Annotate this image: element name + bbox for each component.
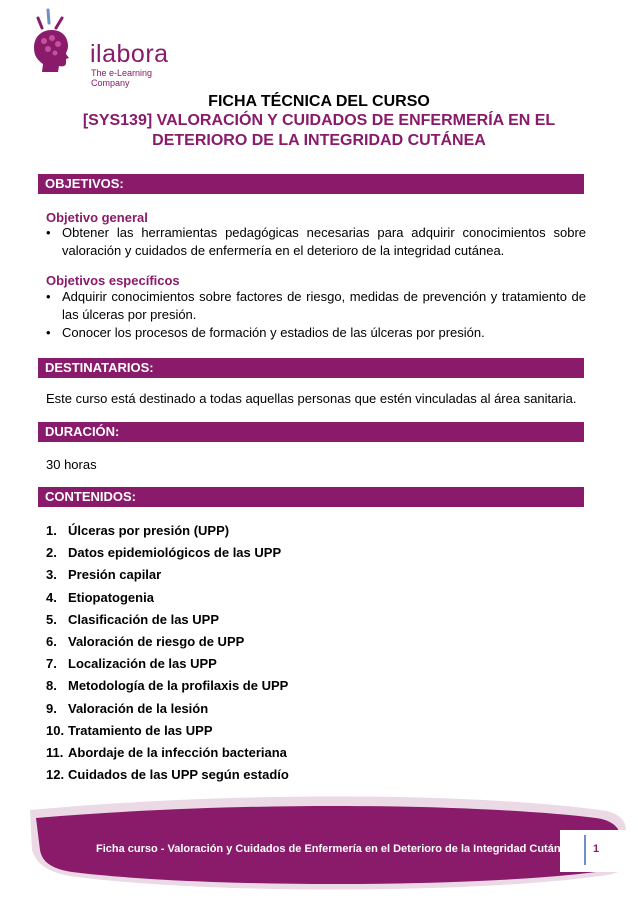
- course-title-line1: [SYS139] VALORACIÓN Y CUIDADOS DE ENFERMERÍA EN EL: [82, 112, 556, 129]
- document-title: [30, 92, 608, 151]
- section-header-objetivos: OBJETIVOS:: [38, 174, 584, 194]
- item-text: Tratamiento de las UPP: [68, 722, 213, 738]
- section-header-duracion: DURACIÓN:: [38, 422, 584, 442]
- title-heading: FICHA TÉCNICA DEL CURSO: [208, 93, 430, 110]
- item-number: 5.: [46, 611, 57, 627]
- item-text: Valoración de la lesión: [68, 700, 209, 716]
- list-item: [46, 542, 289, 564]
- list-item: [46, 324, 586, 342]
- item-text: Etiopatogenia: [68, 589, 154, 605]
- list-item: [46, 720, 289, 742]
- contenidos-list: [46, 520, 289, 786]
- item-number: 7.: [46, 656, 57, 672]
- item-text: Datos epidemiológicos de las UPP: [68, 545, 282, 561]
- item-text: Cuidados de las UPP según estadío: [68, 767, 289, 783]
- list-item: [46, 224, 586, 260]
- list-item: [46, 587, 289, 609]
- item-text: Valoración de riesgo de UPP: [68, 633, 245, 649]
- item-text: Úlceras por presión (UPP): [68, 523, 230, 538]
- objetivos-especificos-list: [46, 288, 586, 342]
- list-item: [46, 520, 289, 542]
- list-item-text: Conocer los procesos de formación y estadios de las úlceras por presión.: [62, 325, 485, 340]
- list-item: [46, 675, 289, 697]
- item-number: 6.: [46, 633, 57, 649]
- item-number: 3.: [46, 567, 57, 583]
- item-number: 1.: [46, 523, 57, 538]
- ilabora-logo: [22, 8, 169, 88]
- brain-head-icon: [22, 8, 88, 74]
- item-text: Presión capilar: [68, 567, 162, 583]
- course-title-line2: DETERIORO DE LA INTEGRIDAD CUTÁNEA: [152, 132, 486, 149]
- footer-text: Ficha curso - Valoración y Cuidados de Enfermería en el Deterioro de la Integridad Cutánea: [96, 843, 573, 855]
- list-item: [46, 609, 289, 631]
- item-text: Localización de las UPP: [68, 656, 217, 672]
- list-item: [46, 698, 289, 720]
- bullet-dot: •: [46, 289, 51, 304]
- list-item: [46, 653, 289, 675]
- item-number: 11.: [46, 744, 64, 760]
- list-item: [46, 564, 289, 586]
- bullet-dot: •: [46, 225, 51, 240]
- item-text: Abordaje de la infección bacteriana: [68, 744, 287, 760]
- objetivo-general-list: [46, 224, 586, 260]
- bullet-dot: •: [46, 325, 51, 340]
- item-number: 4.: [46, 589, 57, 605]
- logo-wordmark: ilabora: [90, 40, 169, 68]
- list-item: [46, 764, 289, 786]
- destinatarios-text: Este curso está destinado a todas aquellas personas que estén vinculadas al área sanitaria.: [46, 391, 577, 406]
- item-number: 8.: [46, 678, 57, 694]
- section-header-contenidos: CONTENIDOS:: [38, 487, 584, 507]
- item-text: Clasificación de las UPP: [68, 611, 220, 627]
- list-item: [46, 631, 289, 653]
- item-number: 2.: [46, 545, 57, 561]
- item-number: 10.: [46, 722, 65, 738]
- list-item: [46, 742, 289, 764]
- item-text: Metodología de la profilaxis de UPP: [68, 678, 289, 694]
- objetivos-especificos-label: Objetivos específicos: [46, 273, 180, 288]
- section-header-destinatarios: DESTINATARIOS:: [38, 358, 584, 378]
- list-item-text: Adquirir conocimientos sobre factores de riesgo, medidas de prevención y tratamiento de las úlceras por presión.: [62, 289, 586, 322]
- page-number: 1: [593, 843, 600, 855]
- duracion-text: 30 horas: [46, 457, 97, 472]
- logo-tagline: The e-Learning Company: [91, 68, 153, 88]
- item-number: 12.: [46, 767, 65, 783]
- list-item: [46, 288, 586, 324]
- list-item-text: Obtener las herramientas pedagógicas necesarias para adquirir conocimientos sobre valoración y cuidados de enfermería en el deterioro de la integridad cutánea.: [62, 225, 586, 258]
- objetivo-general-label: Objetivo general: [46, 210, 148, 225]
- item-number: 9.: [46, 700, 57, 716]
- footer-separator: [584, 835, 586, 865]
